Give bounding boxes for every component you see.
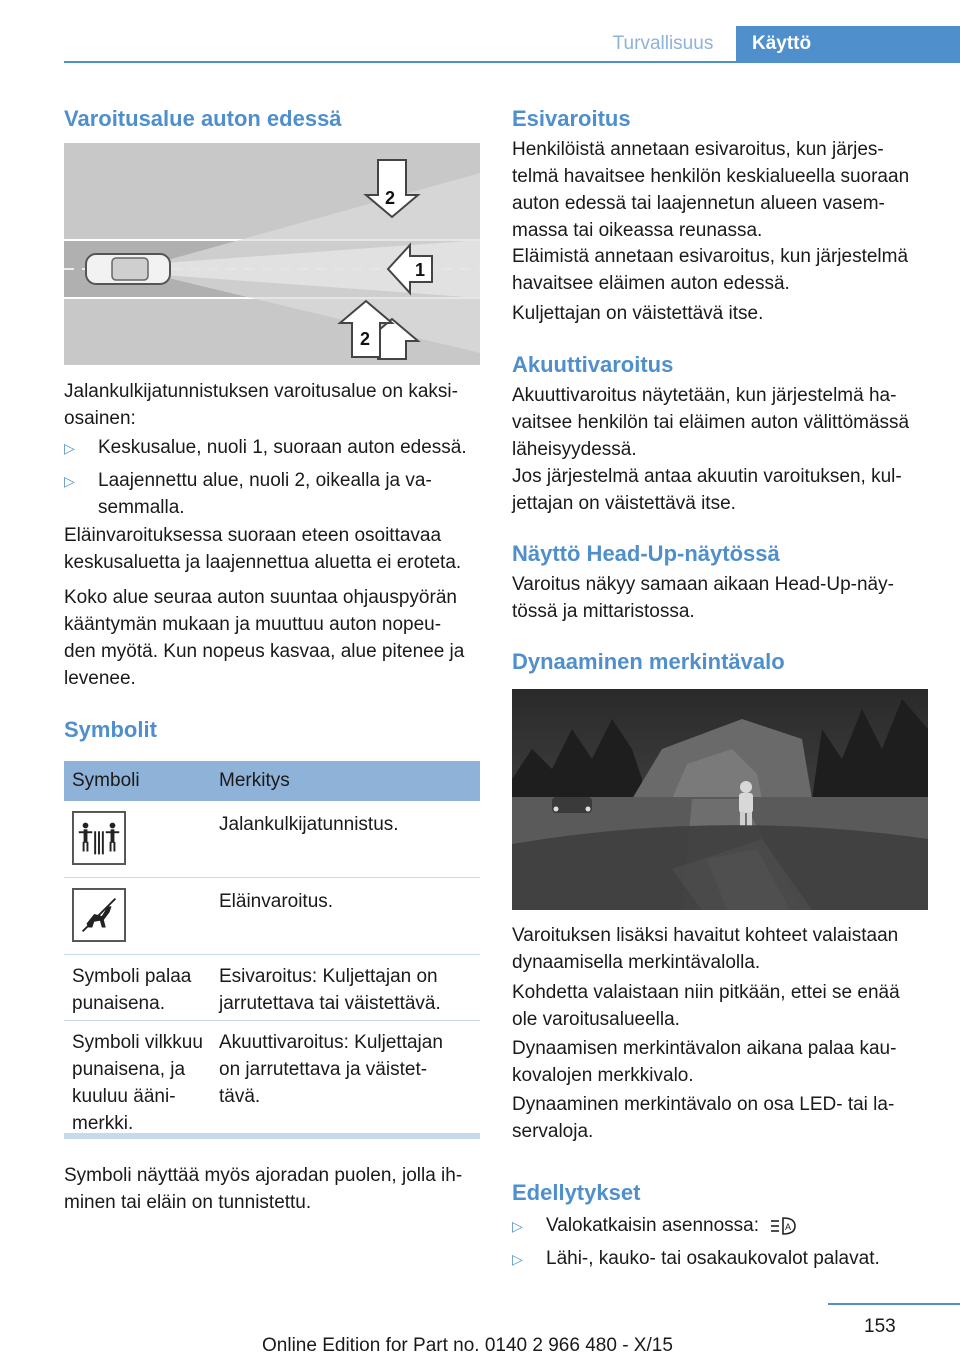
text-line: Koko alue seuraa auton suuntaa ohjauspyörän	[64, 587, 457, 608]
heading-dynaaminen: Dynaaminen merkintävalo	[512, 649, 785, 674]
text-line: Eläinvaroituksessa suoraan eteen osoittavaa	[64, 525, 442, 546]
text-line: minen tai eläin on tunnistettu.	[64, 1192, 312, 1213]
triangle-bullet-icon: ▷	[512, 1251, 523, 1267]
table-cell-meaning: Eläinvaroitus.	[219, 891, 334, 912]
heading-edellytykset: Edellytykset	[512, 1180, 641, 1205]
heading-symbolit: Symbolit	[64, 717, 157, 742]
paragraph-akuutti-1: Akuuttivaroitus näytetään, kun järjestelmä ha- vaitsee henkilön tai eläimen auton välittömässä läheisyydessä.	[512, 385, 910, 460]
bullet-keskusalue	[64, 434, 480, 462]
table-header	[64, 761, 480, 801]
text-line: den myötä. Kun nopeus kasvaa, alue pitenee ja	[64, 641, 465, 662]
paragraph-dyn-3: Dynaamisen merkintävalon aikana palaa kau- kovalojen merkkivalo.	[512, 1038, 897, 1086]
text-line: Symboli näyttää myös ajoradan puolen, jolla ih-	[64, 1165, 463, 1186]
footer-rule-mask	[0, 1303, 828, 1305]
header-tab-kaytto[interactable]: Käyttö	[736, 26, 960, 61]
svg-text:1: 1	[415, 260, 426, 280]
svg-text:2: 2	[385, 188, 396, 208]
table-cell-meaning: Esivaroitus: Kuljettajan on jarrutettava tai väistettävä.	[219, 966, 441, 1014]
heading-head-up: Näyttö Head-Up-näytössä	[512, 541, 780, 566]
triangle-bullet-icon: ▷	[64, 473, 75, 489]
paragraph-esivaroitus-2: Eläimistä annetaan esivaroitus, kun järjestelmä havaitsee eläimen auton edessä.	[512, 246, 909, 294]
paragraph-dyn-2: Kohdetta valaistaan niin pitkään, ettei se enää ole varoitusalueella.	[512, 982, 900, 1030]
symbol-table	[64, 761, 480, 1139]
text-line: levenee.	[64, 668, 136, 689]
page-number: 153	[864, 1316, 896, 1337]
header-tab-turvallisuus[interactable]: Turvallisuus	[612, 32, 714, 54]
text-line: kääntymän mukaan ja muuttuu auton nopeu-	[64, 614, 442, 635]
bullet-text: Valokatkaisin asennossa:	[546, 1215, 759, 1236]
heading-esivaroitus: Esivaroitus	[512, 106, 631, 131]
table-row	[64, 955, 480, 1021]
bullet-laajennettu	[64, 467, 480, 521]
text-line: osainen:	[64, 408, 136, 429]
svg-text:A: A	[785, 1222, 792, 1232]
paragraph-elainvaroitus	[64, 522, 480, 576]
heading-akuuttivaroitus: Akuuttivaroitus	[512, 352, 674, 377]
table-cell-symbol: Symboli vilkkuu punaisena, ja kuuluu ääni- merkki.	[72, 1032, 203, 1134]
car-icon	[86, 254, 170, 284]
bullet-valokatkaisin	[512, 1212, 928, 1240]
table-cell-symbol: Symboli palaa punaisena.	[72, 966, 192, 1014]
text-line: Jalankulkijatunnistuksen varoitusalue on kaksi-	[64, 381, 458, 402]
table-row	[64, 801, 480, 878]
table-cell-meaning: Akuuttivaroitus: Kuljettajan on jarrutettava ja väistet- tävä.	[219, 1032, 443, 1107]
bullet-text: Lähi-, kauko- tai osakaukovalot palavat.	[546, 1248, 880, 1269]
oncoming-car-illustration	[552, 797, 592, 813]
header-rule	[64, 61, 960, 63]
bullet-text: Keskusalue, nuoli 1, suoraan auton edessä.	[98, 437, 467, 458]
table-cell-symbol	[64, 878, 219, 954]
paragraph-akuutti-2: Jos järjestelmä antaa akuutin varoituksen, kul- jettajan on väistettävä itse.	[512, 466, 902, 514]
table-row	[64, 1021, 480, 1133]
table-cell-symbol	[64, 801, 219, 877]
warning-zone-diagram	[64, 143, 480, 365]
animal-warning-icon	[72, 888, 126, 942]
heading-varoitusalue: Varoitusalue auton edessä	[64, 106, 342, 131]
triangle-bullet-icon: ▷	[512, 1218, 523, 1234]
paragraph-esivaroitus-3: Kuljettajan on väistettävä itse.	[512, 303, 764, 324]
text-line: keskusaluetta ja laajennettua aluetta ei eroteta.	[64, 552, 462, 573]
paragraph-dyn-1: Varoituksen lisäksi havaitut kohteet valaistaan dynaamisella merkintävalolla.	[512, 925, 899, 973]
paragraph-head-up: Varoitus näkyy samaan aikaan Head-Up-näy- tössä ja mittaristossa.	[512, 574, 894, 622]
table-header-symboli: Symboli	[72, 770, 140, 791]
pedestrian-icon	[72, 811, 126, 865]
paragraph-esivaroitus-1: Henkilöistä annetaan esivaroitus, kun järjes- telmä havaitsee henkilön keskialueella suoraan auton edessä tai laajennetun alueen vasem- massa tai oikeassa reunassa.	[512, 139, 910, 241]
table-header-merkitys: Merkitys	[219, 770, 290, 791]
svg-text:2: 2	[360, 329, 371, 349]
paragraph-koko-alue	[64, 584, 480, 692]
night-road-illustration	[512, 689, 928, 910]
paragraph-symboli-nayttaa	[64, 1162, 480, 1216]
bullet-text: Laajennettu alue, nuoli 2, oikealla ja va- semmalla.	[98, 470, 432, 518]
auto-headlight-icon	[769, 1215, 799, 1237]
paragraph-intro	[64, 378, 480, 432]
footer-edition: Online Edition for Part no. 0140 2 966 480 - X/15	[262, 1335, 673, 1356]
table-cell-meaning: Jalankulkijatunnistus.	[219, 814, 399, 835]
bullet-lahi-kauko	[512, 1245, 928, 1273]
table-row	[64, 878, 480, 955]
paragraph-dyn-4: Dynaaminen merkintävalo on osa LED- tai la- servaloja.	[512, 1094, 895, 1142]
triangle-bullet-icon: ▷	[64, 440, 75, 456]
